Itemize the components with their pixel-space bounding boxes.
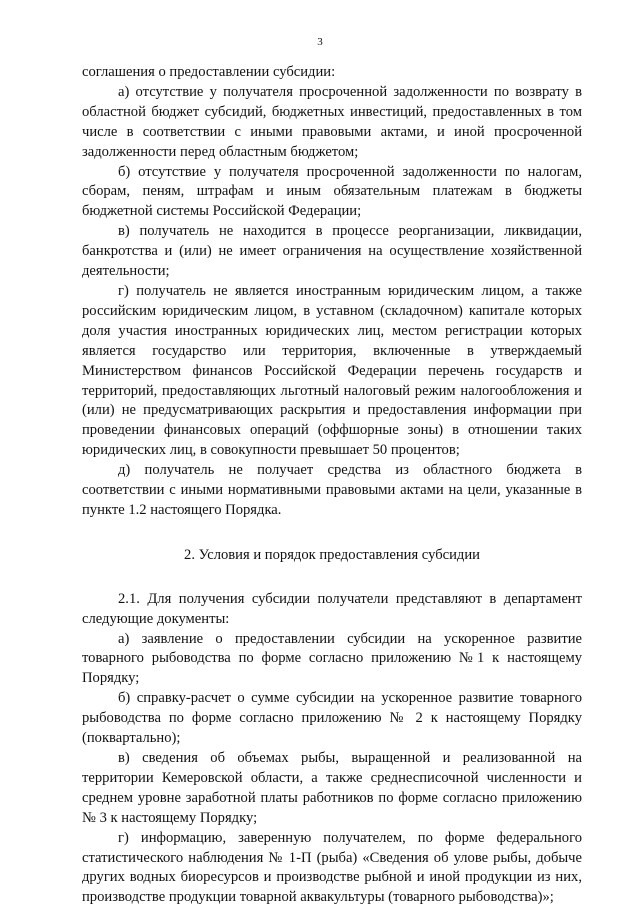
paragraph-2-1-item-b: б) справку-расчет о сумме субсидии на ускоренное развитие товарного рыбоводства по форме согласно приложению № 2 к настоящему Порядку (поквартально); [82,690,582,747]
paragraph-item-g: г) получатель не является иностранным юридическим лицом, а также российским юридическим лицом, в уставном (складочном) капитале которых доля участия иностранных юридических лиц, местом регистрации которых является государство или территория, включенные в утверждаемый Министерством финансов Российской Федерации перечень государств и территорий, предоставляющих льготный налоговый режим налогообложения и (или) не предусматривающих раскрытия и предоставления информации при проведении финансовых операций (оффшорные зоны) в отношении таких юридических лиц, в совокупности превышает 50 процентов; [82,282,582,459]
paragraph-2-1: 2.1. Для получения субсидии получатели представляют в департамент следующие документы: [82,590,582,627]
page-number: 3 [317,36,323,48]
paragraph-continuation: соглашения о предоставлении субсидии: [82,64,336,80]
section-heading: 2. Условия и порядок предоставления субсидии [184,546,480,563]
document-body [82,63,582,908]
paragraph-2-1-item-g: г) информацию, заверенную получателем, по форме федерального статистического наблюдения № 1-П (рыба) «Сведения об улове рыбы, добыче других водных биоресурсов и производстве рыбной и иной продукции из них, производстве продукции товарной аквакультуры (товарного рыбоводства)»; [82,829,582,906]
paragraph-2-1-item-v: в) сведения об объемах рыбы, выращенной и реализованной на территории Кемеровской области, а также среднесписочной численности и среднем уровне заработной платы работников по форме согласно приложению № 3 к настоящему Порядку; [82,750,582,826]
paragraph-2-1-item-a: а) заявление о предоставлении субсидии на ускоренное развитие товарного рыбоводства по форме согласно приложению №1 к настоящему Порядку; [82,630,582,687]
paragraph-item-v: в) получатель не находится в процессе реорганизации, ликвидации, банкротства и (или) не имеет ограничения на осуществление хозяйственной деятельности; [82,223,582,280]
paragraph-item-a: а) отсутствие у получателя просроченной задолженности по возврату в областной бюджет субсидий, бюджетных инвестиций, предоставленных в том числе в соответствии с иными правовыми актами, и иной просроченной задолженности перед областным бюджетом; [82,83,582,160]
paragraph-item-b: б) отсутствие у получателя просроченной задолженности по налогам, сборам, пеням, штрафам и иным обязательным платежам в бюджеты бюджетной системы Российской Федерации; [82,163,582,220]
paragraph-item-d: д) получатель не получает средства из областного бюджета в соответствии с иными нормативными правовыми актами на цели, указанные в пункте 1.2 настоящего Порядка. [82,462,582,518]
